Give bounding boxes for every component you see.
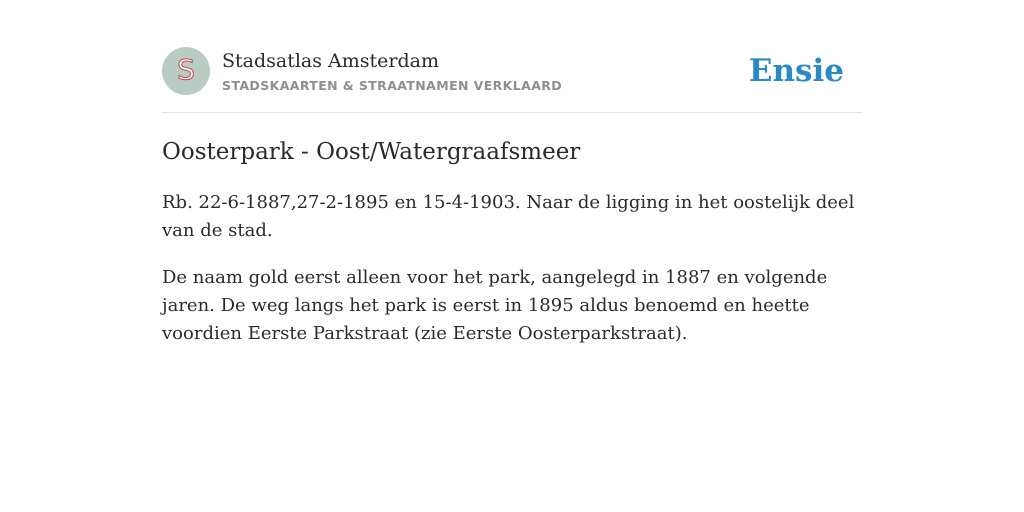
article-paragraph: Rb. 22-6-1887,27-2-1895 en 15-4-1903. Naar de ligging in het oostelijk deel van de stad. [162,192,855,241]
source-title[interactable]: Stadsatlas Amsterdam [222,50,440,72]
source-info [222,49,749,93]
article-paragraph: De naam gold eerst alleen voor het park, aangelegd in 1887 en volgende jaren. De weg langs het park is eerst in 1895 aldus benoemd en heette voordien Eerste Parkstraat (zie Eerste Oosterparkstraat). [162,267,828,344]
article-title: Oosterpark - Oost/Watergraafsmeer [162,139,581,165]
source-header [162,45,862,113]
avatar-letter: S [177,53,195,86]
article-body [162,189,862,348]
ensie-logo-link[interactable]: Ensie [748,53,844,89]
page [162,0,862,348]
source-avatar[interactable] [162,47,210,95]
source-subtitle: STADSKAARTEN & STRAATNAMEN VERKLAARD [222,78,563,93]
